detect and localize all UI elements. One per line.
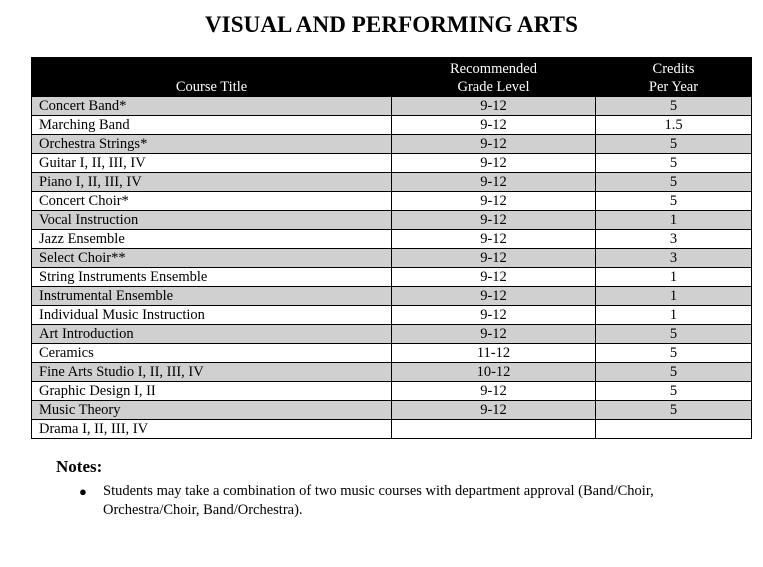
- credits-cell: 5: [596, 97, 752, 116]
- course-title-cell: Marching Band: [32, 116, 392, 135]
- table-row: [32, 420, 752, 439]
- grade-level-cell: 9-12: [392, 230, 596, 249]
- table-row: [32, 344, 752, 363]
- notes-list: [79, 482, 733, 520]
- table-row: [32, 363, 752, 382]
- table-row: [32, 192, 752, 211]
- grade-level-cell: 9-12: [392, 401, 596, 420]
- credits-cell: 5: [596, 344, 752, 363]
- table-row: [32, 325, 752, 344]
- course-rows: [32, 97, 752, 439]
- course-title-cell: Jazz Ensemble: [32, 230, 392, 249]
- column-header-grade-level: Recommended Grade Level: [392, 58, 596, 97]
- course-title-cell: Concert Band*: [32, 97, 392, 116]
- column-header-course-title: Course Title: [32, 58, 392, 97]
- course-title-cell: Instrumental Ensemble: [32, 287, 392, 306]
- credits-cell: 3: [596, 230, 752, 249]
- grade-level-cell: 9-12: [392, 192, 596, 211]
- course-title-cell: Concert Choir*: [32, 192, 392, 211]
- grade-level-cell: 9-12: [392, 135, 596, 154]
- bullet-icon: ●: [79, 484, 87, 499]
- table-row: [32, 154, 752, 173]
- table-row: [32, 382, 752, 401]
- grade-level-cell: 9-12: [392, 325, 596, 344]
- table-row: [32, 306, 752, 325]
- credits-cell: 5: [596, 401, 752, 420]
- note-item: [79, 482, 733, 520]
- course-title-cell: Art Introduction: [32, 325, 392, 344]
- grade-level-cell: 9-12: [392, 287, 596, 306]
- course-title-cell: Music Theory: [32, 401, 392, 420]
- table-row: [32, 401, 752, 420]
- note-text: Students may take a combination of two music courses with department approval (Band/Choir, Orchestra/Choir, Band/Orchestra).: [103, 483, 654, 518]
- course-title-cell: Drama I, II, III, IV: [32, 420, 392, 439]
- table-row: [32, 116, 752, 135]
- table-header-row: [32, 58, 752, 97]
- column-header-credits: Credits Per Year: [596, 58, 752, 97]
- credits-cell: 5: [596, 325, 752, 344]
- credits-cell: 1: [596, 268, 752, 287]
- course-title-cell: Orchestra Strings*: [32, 135, 392, 154]
- grade-level-cell: 10-12: [392, 363, 596, 382]
- course-title-cell: Individual Music Instruction: [32, 306, 392, 325]
- credits-cell: 5: [596, 382, 752, 401]
- grade-level-cell: [392, 420, 596, 439]
- credits-cell: 1: [596, 287, 752, 306]
- table-row: [32, 97, 752, 116]
- course-title-cell: Ceramics: [32, 344, 392, 363]
- credits-cell: 5: [596, 363, 752, 382]
- credits-cell: 5: [596, 154, 752, 173]
- grade-level-cell: 9-12: [392, 211, 596, 230]
- course-title-cell: Piano I, II, III, IV: [32, 173, 392, 192]
- grade-level-cell: 9-12: [392, 173, 596, 192]
- table-row: [32, 249, 752, 268]
- grade-level-cell: 9-12: [392, 382, 596, 401]
- table-row: [32, 173, 752, 192]
- grade-level-cell: 9-12: [392, 268, 596, 287]
- table-row: [32, 287, 752, 306]
- table-row: [32, 230, 752, 249]
- table-row: [32, 135, 752, 154]
- credits-cell: 5: [596, 192, 752, 211]
- grade-level-cell: 9-12: [392, 116, 596, 135]
- credits-cell: 5: [596, 173, 752, 192]
- table-row: [32, 268, 752, 287]
- course-title-cell: Graphic Design I, II: [32, 382, 392, 401]
- notes-heading: Notes:: [56, 457, 103, 476]
- credits-cell: 1: [596, 211, 752, 230]
- course-title-cell: String Instruments Ensemble: [32, 268, 392, 287]
- course-title-cell: Guitar I, II, III, IV: [32, 154, 392, 173]
- credits-cell: 1: [596, 306, 752, 325]
- credits-cell: 3: [596, 249, 752, 268]
- course-table: [31, 57, 752, 439]
- course-title-cell: Select Choir**: [32, 249, 392, 268]
- grade-level-cell: 9-12: [392, 306, 596, 325]
- grade-level-cell: 9-12: [392, 249, 596, 268]
- credits-cell: [596, 420, 752, 439]
- credits-cell: 5: [596, 135, 752, 154]
- grade-level-cell: 9-12: [392, 154, 596, 173]
- course-title-cell: Fine Arts Studio I, II, III, IV: [32, 363, 392, 382]
- course-title-cell: Vocal Instruction: [32, 211, 392, 230]
- table-row: [32, 211, 752, 230]
- page-title: VISUAL AND PERFORMING ARTS: [204, 12, 579, 37]
- grade-level-cell: 9-12: [392, 97, 596, 116]
- grade-level-cell: 11-12: [392, 344, 596, 363]
- credits-cell: 1.5: [596, 116, 752, 135]
